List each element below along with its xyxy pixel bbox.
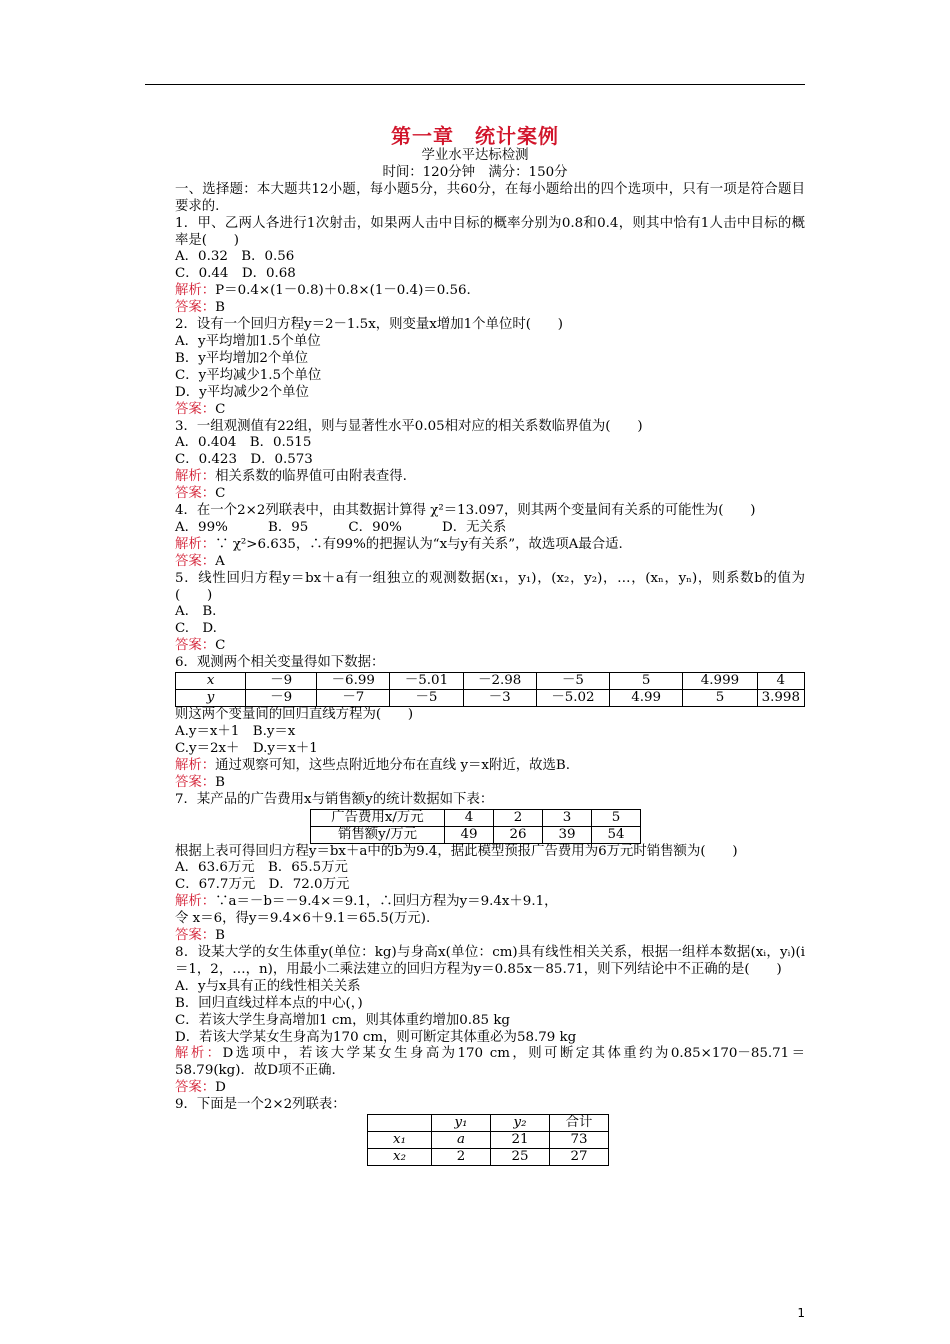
q7-stem: 7．某产品的广告费用x与销售额y的统计数据如下表： bbox=[175, 791, 494, 807]
analysis-label: 解析： bbox=[175, 894, 216, 910]
answer-label: 答案： bbox=[175, 401, 216, 417]
answer-label: 答案： bbox=[175, 300, 216, 316]
table-row bbox=[176, 690, 805, 707]
header-rule bbox=[145, 84, 805, 85]
q8-analysis-text: D选项中，若该大学某女生身高为170 cm，则可断定其体重约为0.85×170－85.71＝58.79(kg)．故D项不正确. bbox=[175, 1046, 805, 1079]
table-cell: －2.98 bbox=[463, 673, 536, 690]
q8-option-b: B．回归直线过样本点的中心(，) bbox=[175, 995, 363, 1011]
analysis-label: 解析： bbox=[175, 536, 216, 552]
table-row bbox=[311, 809, 641, 826]
q3-analysis-text: 相关系数的临界值可由附表查得. bbox=[215, 469, 407, 485]
table-cell: －5 bbox=[536, 673, 609, 690]
q2-option-b: B．y平均增加2个单位 bbox=[175, 350, 309, 366]
analysis-label: 解析： bbox=[175, 283, 216, 299]
table-cell: x₁ bbox=[368, 1132, 432, 1149]
answer-label: 答案： bbox=[175, 486, 216, 502]
q1-answer bbox=[145, 300, 805, 317]
table-cell: 4.99 bbox=[610, 690, 683, 707]
q5-answer-text: C bbox=[215, 638, 226, 654]
q1-answer-text: B bbox=[215, 300, 226, 316]
q7-analysis bbox=[145, 894, 805, 911]
section-heading: 一、选择题：本大题共12小题，每小题5分，共60分，在每小题给出的四个选项中，只有一项是符合题目要求的. bbox=[175, 181, 805, 214]
q7-analysis-text: ∵a＝－b＝－9.4×＝9.1，∴回归方程为y＝9.4x＋9.1， bbox=[215, 894, 558, 910]
q6-data-table bbox=[175, 672, 805, 707]
q8-analysis bbox=[145, 1046, 805, 1080]
table-cell: 73 bbox=[550, 1132, 609, 1149]
answer-label: 答案： bbox=[175, 553, 216, 569]
document-page bbox=[145, 124, 805, 1166]
q2-stem: 2．设有一个回归方程y＝2－1.5x，则变量x增加1个单位时( ) bbox=[175, 317, 563, 333]
q5-answer bbox=[145, 638, 805, 655]
table-cell: 2 bbox=[432, 1149, 491, 1166]
q6-analysis bbox=[145, 758, 805, 775]
table-cell: 26 bbox=[494, 826, 543, 843]
table-cell: 合计 bbox=[550, 1115, 609, 1132]
q9-contingency-table bbox=[367, 1114, 609, 1166]
q2-option-c: C．y平均减少1.5个单位 bbox=[175, 367, 322, 383]
q3-answer bbox=[145, 486, 805, 503]
q7-after: 根据上表可得回归方程y＝bx＋a中的b为9.4，据此模型预报广告费用为6万元时销售额为( ) bbox=[175, 843, 738, 859]
q4-analysis bbox=[145, 537, 805, 554]
q4-options: A．99% B．95 C．90% D．无关系 bbox=[175, 519, 507, 535]
q1-analysis-text: P＝0.4×(1－0.8)＋0.8×(1－0.4)＝0.56. bbox=[215, 283, 471, 299]
table-row bbox=[176, 673, 805, 690]
table-cell: y₁ bbox=[432, 1115, 491, 1132]
q2-option-a: A．y平均增加1.5个单位 bbox=[175, 333, 321, 349]
table-cell: 21 bbox=[491, 1132, 550, 1149]
table-cell: 49 bbox=[445, 826, 494, 843]
q3-answer-text: C bbox=[215, 486, 226, 502]
analysis-label: 解析： bbox=[175, 1046, 223, 1062]
q8-option-c: C．若该大学生身高增加1 cm，则其体重约增加0.85 kg bbox=[175, 1012, 511, 1028]
answer-label: 答案： bbox=[175, 928, 216, 944]
table-row bbox=[368, 1132, 609, 1149]
table-row bbox=[311, 826, 641, 843]
table-cell: 5 bbox=[610, 673, 683, 690]
table-cell: －5.02 bbox=[536, 690, 609, 707]
q8-answer-text: D bbox=[215, 1080, 226, 1096]
table-cell: x₂ bbox=[368, 1149, 432, 1166]
q1-analysis bbox=[145, 283, 805, 300]
page-title: 第一章 统计案例 bbox=[391, 124, 559, 148]
table-cell: y bbox=[176, 690, 246, 707]
table-cell: 3.998 bbox=[757, 690, 804, 707]
q6-stem: 6．观测两个相关变量得如下数据： bbox=[175, 655, 385, 671]
q6-analysis-text: 通过观察可知，这些点附近地分布在直线 y＝x附近，故选B. bbox=[215, 757, 571, 773]
q6-options-1: A.y＝x＋1 B.y＝x bbox=[175, 724, 296, 739]
time-line: 时间：120分钟 满分：150分 bbox=[382, 164, 568, 180]
q6-options-2: C.y＝2x＋ D.y＝x＋1 bbox=[175, 740, 318, 756]
table-cell: 广告费用x/万元 bbox=[311, 809, 445, 826]
table-cell: －6.99 bbox=[317, 673, 390, 690]
table-cell: 2 bbox=[494, 809, 543, 826]
q8-option-a: A．y与x具有正的线性相关关系 bbox=[175, 978, 361, 994]
table-row bbox=[368, 1149, 609, 1166]
q5-options-1: A. B. bbox=[175, 604, 217, 620]
answer-label: 答案： bbox=[175, 1080, 216, 1096]
table-cell: x bbox=[176, 673, 246, 690]
table-cell: 25 bbox=[491, 1149, 550, 1166]
answer-label: 答案： bbox=[175, 774, 216, 790]
q4-answer-text: A bbox=[215, 553, 225, 569]
analysis-label: 解析： bbox=[175, 469, 216, 485]
table-cell: 4.999 bbox=[683, 673, 757, 690]
q1-stem: 1．甲、乙两人各进行1次射击，如果两人击中目标的概率分别为0.8和0.4，则其中恰有1人击中目标的概率是( ) bbox=[175, 215, 805, 248]
page-subtitle: 学业水平达标检测 bbox=[421, 148, 529, 163]
q5-stem: 5．线性回归方程y＝bx＋a有一组独立的观测数据(x₁，y₁)，(x₂，y₂)，…，(xₙ，yₙ)，则系数b的值为( ) bbox=[175, 570, 805, 603]
table-cell: －9 bbox=[246, 690, 317, 707]
table-cell: －9 bbox=[246, 673, 317, 690]
table-cell: 5 bbox=[592, 809, 641, 826]
q6-after: 则这两个变量间的回归直线方程为( ) bbox=[175, 707, 414, 723]
q4-analysis-text: ∵ χ²>6.635，∴有99%的把握认为“x与y有关系”，故选项A最合适. bbox=[215, 536, 623, 552]
q2-option-d: D．y平均减少2个单位 bbox=[175, 384, 309, 400]
table-cell: －3 bbox=[463, 690, 536, 707]
q2-answer bbox=[145, 402, 805, 419]
q7-analysis-2: 令 x＝6，得y＝9.4×6＋9.1＝65.5(万元). bbox=[175, 911, 431, 927]
q9-stem: 9．下面是一个2×2列联表： bbox=[175, 1097, 346, 1113]
q8-option-d: D．若该大学某女生身高为170 cm，则可断定其体重必为58.79 kg bbox=[175, 1029, 577, 1045]
q3-options-2: C．0.423 D．0.573 bbox=[175, 452, 313, 468]
analysis-label: 解析： bbox=[175, 757, 216, 773]
q6-answer-text: B bbox=[215, 774, 226, 790]
q3-stem: 3．一组观测值有22组，则与显著性水平0.05相对应的相关系数临界值为( ) bbox=[175, 418, 643, 434]
q7-answer bbox=[145, 928, 805, 945]
q3-analysis bbox=[145, 469, 805, 486]
table-cell: 5 bbox=[683, 690, 757, 707]
q8-stem: 8．设某大学的女生体重y(单位：kg)与身高x(单位：cm)具有线性相关关系，根据一组样本数据(xᵢ，yᵢ)(i＝1，2，…，n)，用最小二乘法建立的回归方程为y＝0.85x－85.71，则下列结论中不正确的是( ) bbox=[175, 944, 805, 977]
answer-label: 答案： bbox=[175, 638, 216, 654]
q7-options-2: C．67.7万元 D．72.0万元 bbox=[175, 877, 350, 893]
table-cell: 3 bbox=[543, 809, 592, 826]
table-row bbox=[368, 1115, 609, 1132]
q5-options-2: C. D. bbox=[175, 621, 217, 637]
table-cell: 销售额y/万元 bbox=[311, 826, 445, 843]
table-cell: y₂ bbox=[491, 1115, 550, 1132]
q7-data-table bbox=[310, 809, 641, 844]
table-cell: 4 bbox=[757, 673, 804, 690]
table-cell: －7 bbox=[317, 690, 390, 707]
q7-options-1: A．63.6万元 B．65.5万元 bbox=[175, 860, 348, 876]
table-cell: 4 bbox=[445, 809, 494, 826]
table-cell: 39 bbox=[543, 826, 592, 843]
page-number: 1 bbox=[797, 1306, 805, 1320]
q1-options-1: A．0.32 B．0.56 bbox=[175, 249, 295, 265]
q3-options-1: A．0.404 B．0.515 bbox=[175, 435, 312, 451]
q4-answer bbox=[145, 554, 805, 571]
q8-answer bbox=[145, 1080, 805, 1097]
q6-answer bbox=[145, 775, 805, 792]
table-cell: －5.01 bbox=[390, 673, 463, 690]
table-cell bbox=[368, 1115, 432, 1132]
table-cell: 54 bbox=[592, 826, 641, 843]
q2-answer-text: C bbox=[215, 401, 226, 417]
q7-answer-text: B bbox=[215, 928, 226, 944]
q1-options-2: C．0.44 D．0.68 bbox=[175, 266, 296, 282]
q4-stem: 4．在一个2×2列联表中，由其数据计算得 χ²＝13.097，则其两个变量间有关系的可能性为( ) bbox=[175, 503, 756, 519]
table-cell: －5 bbox=[390, 690, 463, 707]
table-cell: 27 bbox=[550, 1149, 609, 1166]
table-cell: a bbox=[432, 1132, 491, 1149]
